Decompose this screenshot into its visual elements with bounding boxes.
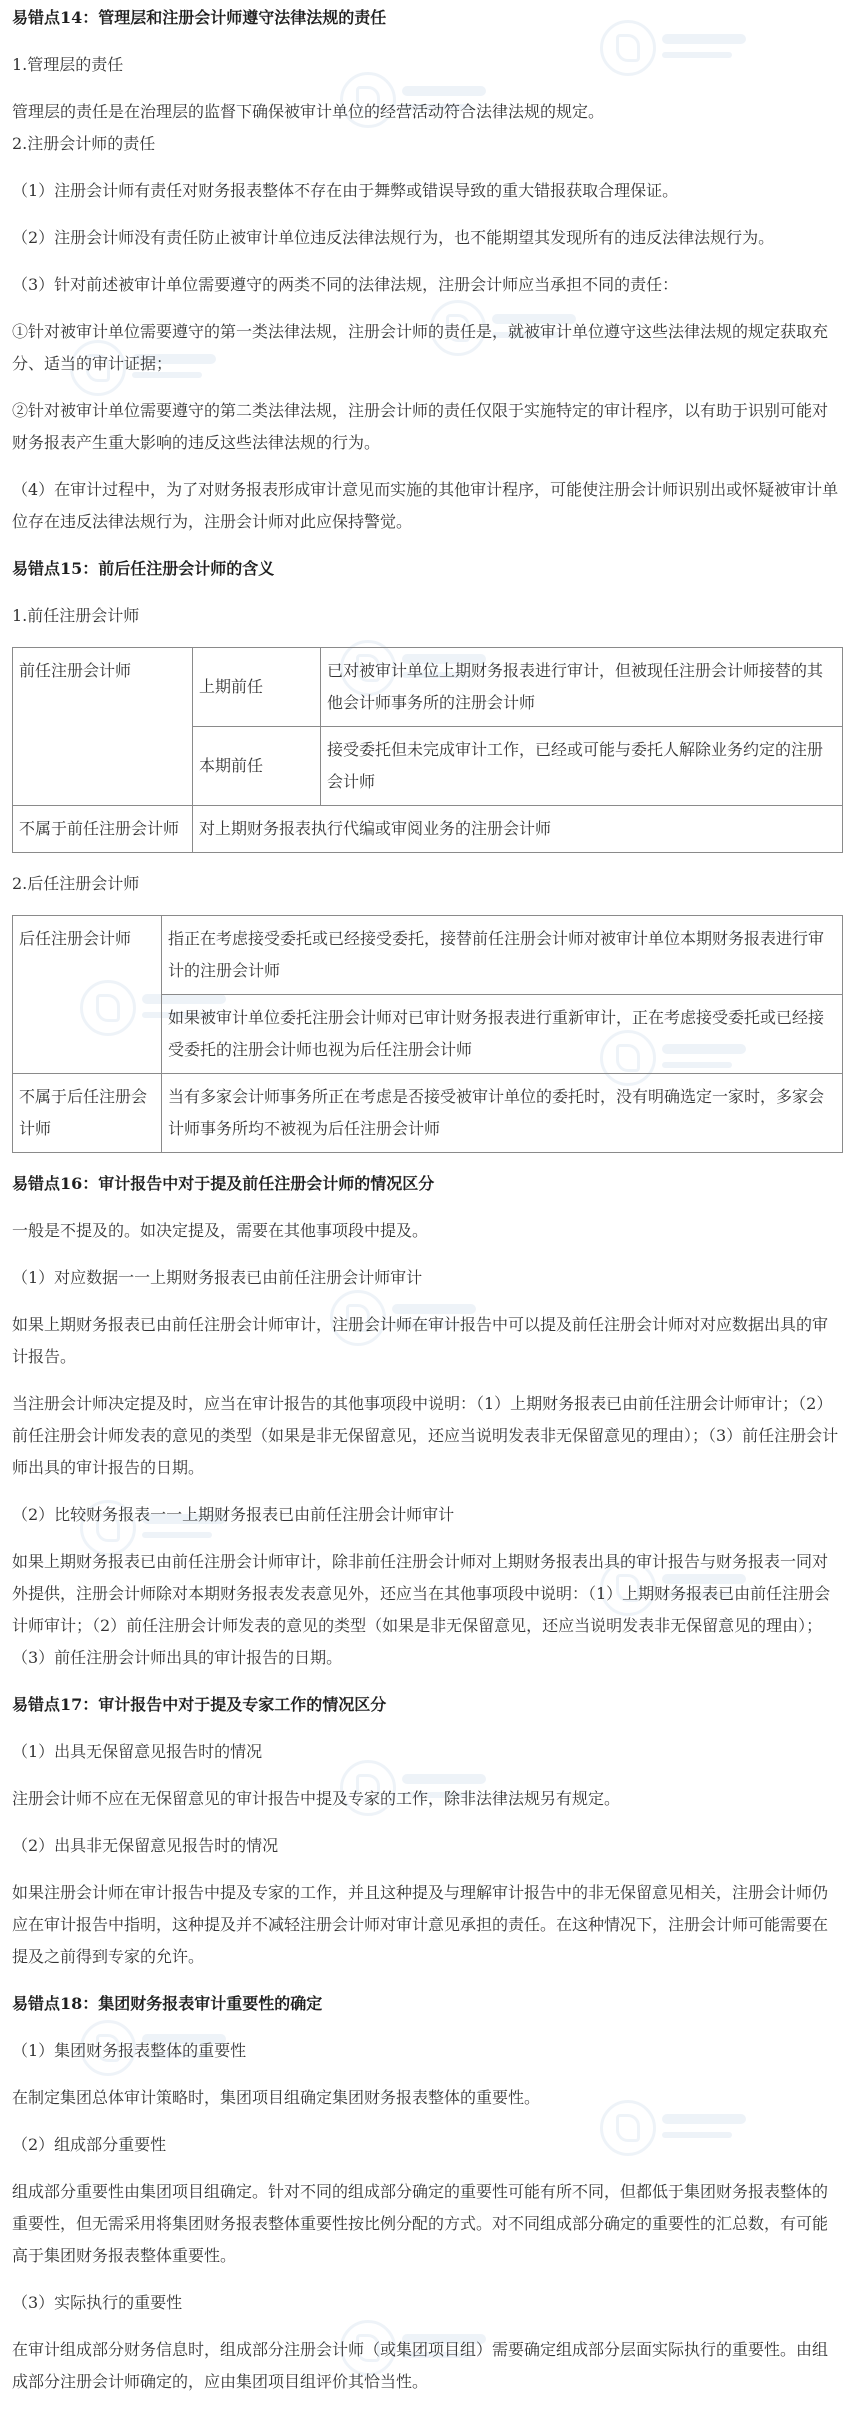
section-17 (12, 1689, 841, 1973)
section-heading: 易错点14：管理层和注册会计师遵守法律法规的责任 (12, 8, 387, 27)
subheading: （1）集团财务报表整体的重要性 (12, 2041, 247, 2060)
subheading: 1.前任注册会计师 (12, 606, 140, 625)
table-cell: 指正在考虑接受委托或已经接受委托，接替前任注册会计师对被审计单位本期财务报表进行审计的注册会计师 (162, 916, 843, 995)
section-14 (12, 2, 841, 538)
table-row (13, 648, 843, 727)
table-cell: 不属于后任注册会计师 (13, 1074, 162, 1153)
subheading: （1）对应数据一一上期财务报表已由前任注册会计师审计 (12, 1268, 423, 1287)
predecessor-table (12, 647, 843, 853)
paragraph: （3）针对前述被审计单位需要遵守的两类不同的法律法规，注册会计师应当承担不同的责任： (12, 275, 679, 294)
paragraph: 管理层的责任是在治理层的监督下确保被审计单位的经营活动符合法律法规的规定。 (12, 102, 605, 121)
table-cell: 已对被审计单位上期财务报表进行审计，但被现任注册会计师接替的其他会计师事务所的注册会计师 (321, 648, 843, 727)
table-cell: 接受委托但未完成审计工作，已经或可能与委托人解除业务约定的注册会计师 (321, 727, 843, 806)
paragraph: 如果上期财务报表已由前任注册会计师审计，除非前任注册会计师对上期财务报表出具的审计报告与财务报表一同对外提供，注册会计师除对本期财务报表发表意见外，还应当在其他事项段中说明：（1）上期财务报表已由前任注册会计师审计；（2）前任注册会计师发表的意见的类型（如果是非无保留意见，还应当说明发表非无保留意见的理由）；（3）前任注册会计师出具的审计报告的日期。 (12, 1552, 831, 1667)
subheading: 2.后任注册会计师 (12, 874, 140, 893)
paragraph: 当注册会计师决定提及时，应当在审计报告的其他事项段中说明：（1）上期财务报表已由前任注册会计师审计；（2）前任注册会计师发表的意见的类型（如果是非无保留意见，还应当说明发表非无保留意见的理由）；（3）前任注册会计师出具的审计报告的日期。 (12, 1394, 839, 1477)
section-heading: 易错点16：审计报告中对于提及前任注册会计师的情况区分 (12, 1174, 435, 1193)
table-cell: 对上期财务报表执行代编或审阅业务的注册会计师 (193, 806, 843, 853)
section-heading: 易错点17：审计报告中对于提及专家工作的情况区分 (12, 1695, 387, 1714)
subheading: （2）比较财务报表一一上期财务报表已由前任注册会计师审计 (12, 1505, 455, 1524)
paragraph: 如果上期财务报表已由前任注册会计师审计，注册会计师在审计报告中可以提及前任注册会计师对对应数据出具的审计报告。 (12, 1315, 829, 1366)
table-cell: 当有多家会计师事务所正在考虑是否接受被审计单位的委托时，没有明确选定一家时，多家会计师事务所均不被视为后任注册会计师 (162, 1074, 843, 1153)
section-18 (12, 1988, 841, 2398)
paragraph: ②针对被审计单位需要遵守的第二类法律法规，注册会计师的责任仅限于实施特定的审计程序，以有助于识别可能对财务报表产生重大影响的违反这些法律法规的行为。 (12, 401, 829, 452)
section-16 (12, 1168, 841, 1674)
paragraph: 一般是不提及的。如决定提及，需要在其他事项段中提及。 (12, 1221, 429, 1240)
section-heading: 易错点18：集团财务报表审计重要性的确定 (12, 1994, 323, 2013)
section-15 (12, 553, 841, 1153)
table-row (13, 806, 843, 853)
paragraph: （1）注册会计师有责任对财务报表整体不存在由于舞弊或错误导致的重大错报获取合理保证。 (12, 181, 679, 200)
subheading: （3）实际执行的重要性 (12, 2293, 183, 2312)
subheading: 2.注册会计师的责任 (12, 134, 156, 153)
paragraph: 注册会计师不应在无保留意见的审计报告中提及专家的工作，除非法律法规另有规定。 (12, 1789, 621, 1808)
paragraph: 在制定集团总体审计策略时，集团项目组确定集团财务报表整体的重要性。 (12, 2088, 541, 2107)
paragraph: （2）注册会计师没有责任防止被审计单位违反法律法规行为，也不能期望其发现所有的违反法律法规行为。 (12, 228, 775, 247)
subheading: （2）组成部分重要性 (12, 2135, 167, 2154)
table-cell: 前任注册会计师 (13, 648, 193, 806)
paragraph: （4）在审计过程中，为了对财务报表形成审计意见而实施的其他审计程序，可能使注册会计师识别出或怀疑被审计单位存在违反法律法规行为，注册会计师对此应保持警觉。 (12, 480, 839, 531)
subheading: 1.管理层的责任 (12, 55, 124, 74)
subheading: （2）出具非无保留意见报告时的情况 (12, 1836, 279, 1855)
table-cell: 后任注册会计师 (13, 916, 162, 1074)
table-cell: 不属于前任注册会计师 (13, 806, 193, 853)
successor-table (12, 915, 843, 1153)
subheading: （1）出具无保留意见报告时的情况 (12, 1742, 263, 1761)
table-row (13, 916, 843, 995)
table-cell: 上期前任 (193, 648, 321, 727)
paragraph: 组成部分重要性由集团项目组确定。针对不同的组成部分确定的重要性可能有所不同，但都低于集团财务报表整体的重要性，但无需采用将集团财务报表整体重要性按比例分配的方式。对不同组成部分确定的重要性的汇总数，有可能高于集团财务报表整体重要性。 (12, 2182, 829, 2265)
table-row (13, 1074, 843, 1153)
paragraph: 如果注册会计师在审计报告中提及专家的工作，并且这种提及与理解审计报告中的非无保留意见相关，注册会计师仍应在审计报告中指明，这种提及并不减轻注册会计师对审计意见承担的责任。在这种情况下，注册会计师可能需要在提及之前得到专家的允许。 (12, 1883, 829, 1966)
section-heading: 易错点15：前后任注册会计师的含义 (12, 559, 275, 578)
table-cell: 如果被审计单位委托注册会计师对已审计财务报表进行重新审计，正在考虑接受委托或已经接受委托的注册会计师也视为后任注册会计师 (162, 995, 843, 1074)
paragraph: ①针对被审计单位需要遵守的第一类法律法规，注册会计师的责任是，就被审计单位遵守这些法律法规的规定获取充分、适当的审计证据； (12, 322, 829, 373)
paragraph: 在审计组成部分财务信息时，组成部分注册会计师（或集团项目组）需要确定组成部分层面实际执行的重要性。由组成部分注册会计师确定的，应由集团项目组评价其恰当性。 (12, 2340, 829, 2391)
table-cell: 本期前任 (193, 727, 321, 806)
